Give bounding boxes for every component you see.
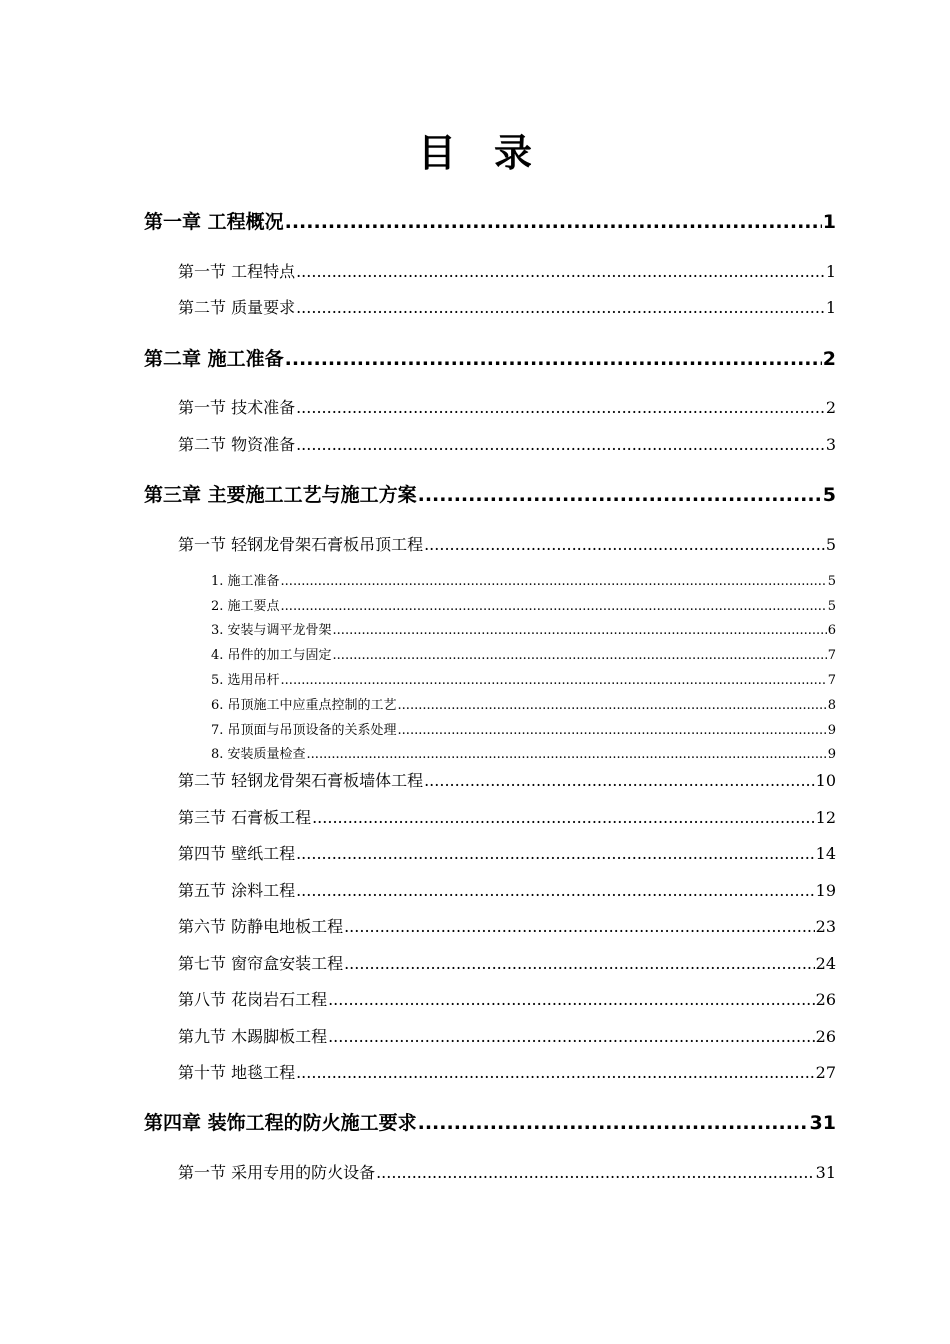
toc-page-number: 27 xyxy=(815,1063,836,1082)
toc-entry-section[interactable] xyxy=(178,915,836,939)
toc-entry-subsection[interactable] xyxy=(211,622,836,640)
dot-leader xyxy=(344,915,815,939)
toc-title: 目 录 xyxy=(417,131,532,175)
toc-entry-label: 4. 吊件的加工与固定 xyxy=(211,648,332,663)
toc-entry-label: 2. 施工要点 xyxy=(211,599,280,614)
toc-entry-label: 第二节 轻钢龙骨架石膏板墙体工程 xyxy=(178,771,424,790)
dot-leader xyxy=(281,672,827,690)
toc-page-number: 5 xyxy=(822,484,836,506)
toc-page-number: 2 xyxy=(825,398,836,417)
toc-page-number: 3 xyxy=(825,435,836,454)
toc-page-number: 10 xyxy=(815,771,836,790)
toc-entry-label: 第六节 防静电地板工程 xyxy=(178,917,344,936)
toc-page-number: 9 xyxy=(827,723,836,738)
toc-page-number: 1 xyxy=(825,262,836,281)
toc-entry-label: 3. 安装与调平龙骨架 xyxy=(211,623,332,638)
toc-entry-chapter[interactable] xyxy=(144,209,836,235)
dot-leader xyxy=(296,842,815,866)
toc-entry-subsection[interactable] xyxy=(211,672,836,690)
dot-leader xyxy=(424,533,825,557)
toc-entry-label: 第三章 主要施工工艺与施工方案 xyxy=(144,484,417,506)
toc-entry-section[interactable] xyxy=(178,533,836,557)
dot-leader xyxy=(307,746,827,764)
toc-page-number: 24 xyxy=(815,954,836,973)
toc-page-number: 12 xyxy=(815,808,836,827)
toc-entry-label: 6. 吊顶施工中应重点控制的工艺 xyxy=(211,698,397,713)
toc-page-number: 1 xyxy=(825,298,836,317)
toc-entry-label: 第二章 施工准备 xyxy=(144,348,284,370)
dot-leader xyxy=(424,769,815,793)
dot-leader xyxy=(398,697,827,715)
toc-page-number: 6 xyxy=(827,623,836,638)
toc-page-number: 8 xyxy=(827,698,836,713)
toc-page-number: 31 xyxy=(809,1112,836,1134)
dot-leader xyxy=(418,1110,809,1136)
toc-entry-section[interactable] xyxy=(178,396,836,420)
toc-entry-subsection[interactable] xyxy=(211,722,836,740)
dot-leader xyxy=(296,1061,815,1085)
toc-entry-section[interactable] xyxy=(178,806,836,830)
dot-leader xyxy=(376,1161,815,1185)
toc-entry-section[interactable] xyxy=(178,1025,836,1049)
toc-page-number: 7 xyxy=(827,648,836,663)
toc-entry-label: 第二节 物资准备 xyxy=(178,435,296,454)
toc-page-number: 14 xyxy=(815,844,836,863)
toc-entry-section[interactable] xyxy=(178,1161,836,1185)
toc-entry-label: 第三节 石膏板工程 xyxy=(178,808,312,827)
dot-leader xyxy=(296,296,825,320)
toc-page-number: 1 xyxy=(822,211,836,233)
dot-leader xyxy=(296,433,825,457)
toc-entry-section[interactable] xyxy=(178,842,836,866)
dot-leader xyxy=(328,1025,815,1049)
toc-page-number: 23 xyxy=(815,917,836,936)
dot-leader xyxy=(328,988,815,1012)
toc-entry-label: 第一节 轻钢龙骨架石膏板吊顶工程 xyxy=(178,535,424,554)
toc-page-number: 2 xyxy=(822,348,836,370)
toc-entry-label: 5. 选用吊杆 xyxy=(211,673,280,688)
toc-entry-label: 第七节 窗帘盒安装工程 xyxy=(178,954,344,973)
toc-entry-label: 8. 安装质量检查 xyxy=(211,747,306,762)
toc-entry-subsection[interactable] xyxy=(211,573,836,591)
dot-leader xyxy=(281,573,827,591)
toc-entry-label: 第五节 涂料工程 xyxy=(178,881,296,900)
toc-entry-label: 第二节 质量要求 xyxy=(178,298,296,317)
toc-entry-subsection[interactable] xyxy=(211,746,836,764)
toc-entry-section[interactable] xyxy=(178,433,836,457)
dot-leader xyxy=(333,622,827,640)
dot-leader xyxy=(418,482,822,508)
toc-page-number: 9 xyxy=(827,747,836,762)
dot-leader xyxy=(398,722,827,740)
toc-entry-label: 第四节 壁纸工程 xyxy=(178,844,296,863)
toc-entry-section[interactable] xyxy=(178,952,836,976)
toc-entry-section[interactable] xyxy=(178,769,836,793)
dot-leader xyxy=(281,598,827,616)
toc-page-number: 7 xyxy=(827,673,836,688)
toc-entry-chapter[interactable] xyxy=(144,482,836,508)
toc-entry-label: 第一节 采用专用的防火设备 xyxy=(178,1163,376,1182)
dot-leader xyxy=(296,879,815,903)
toc-entry-chapter[interactable] xyxy=(144,346,836,372)
dot-leader xyxy=(312,806,815,830)
toc-entry-section[interactable] xyxy=(178,879,836,903)
toc-page-number: 26 xyxy=(815,1027,836,1046)
toc-entry-section[interactable] xyxy=(178,296,836,320)
toc-entry-subsection[interactable] xyxy=(211,598,836,616)
toc-page-number: 5 xyxy=(827,574,836,589)
dot-leader xyxy=(296,396,825,420)
toc-entry-chapter[interactable] xyxy=(144,1110,836,1136)
toc-entry-subsection[interactable] xyxy=(211,697,836,715)
toc-entry-label: 第九节 木踢脚板工程 xyxy=(178,1027,328,1046)
toc-page-number: 26 xyxy=(815,990,836,1009)
dot-leader xyxy=(285,346,822,372)
toc-page-number: 19 xyxy=(815,881,836,900)
dot-leader xyxy=(296,260,825,284)
toc-entry-section[interactable] xyxy=(178,260,836,284)
toc-entry-label: 1. 施工准备 xyxy=(211,574,280,589)
toc-entry-section[interactable] xyxy=(178,988,836,1012)
toc-entry-label: 7. 吊顶面与吊顶设备的关系处理 xyxy=(211,723,397,738)
dot-leader xyxy=(333,647,827,665)
toc-entry-label: 第八节 花岗岩石工程 xyxy=(178,990,328,1009)
toc-entry-label: 第一节 技术准备 xyxy=(178,398,296,417)
toc-entry-section[interactable] xyxy=(178,1061,836,1085)
toc-page-number: 5 xyxy=(827,599,836,614)
toc-page-number: 5 xyxy=(825,535,836,554)
toc-entry-label: 第一章 工程概况 xyxy=(144,211,284,233)
dot-leader xyxy=(285,209,822,235)
toc-entry-label: 第四章 装饰工程的防火施工要求 xyxy=(144,1112,417,1134)
toc-entry-subsection[interactable] xyxy=(211,647,836,665)
toc-entry-label: 第一节 工程特点 xyxy=(178,262,296,281)
toc-entry-label: 第十节 地毯工程 xyxy=(178,1063,296,1082)
dot-leader xyxy=(344,952,815,976)
toc-page-number: 31 xyxy=(815,1163,836,1182)
